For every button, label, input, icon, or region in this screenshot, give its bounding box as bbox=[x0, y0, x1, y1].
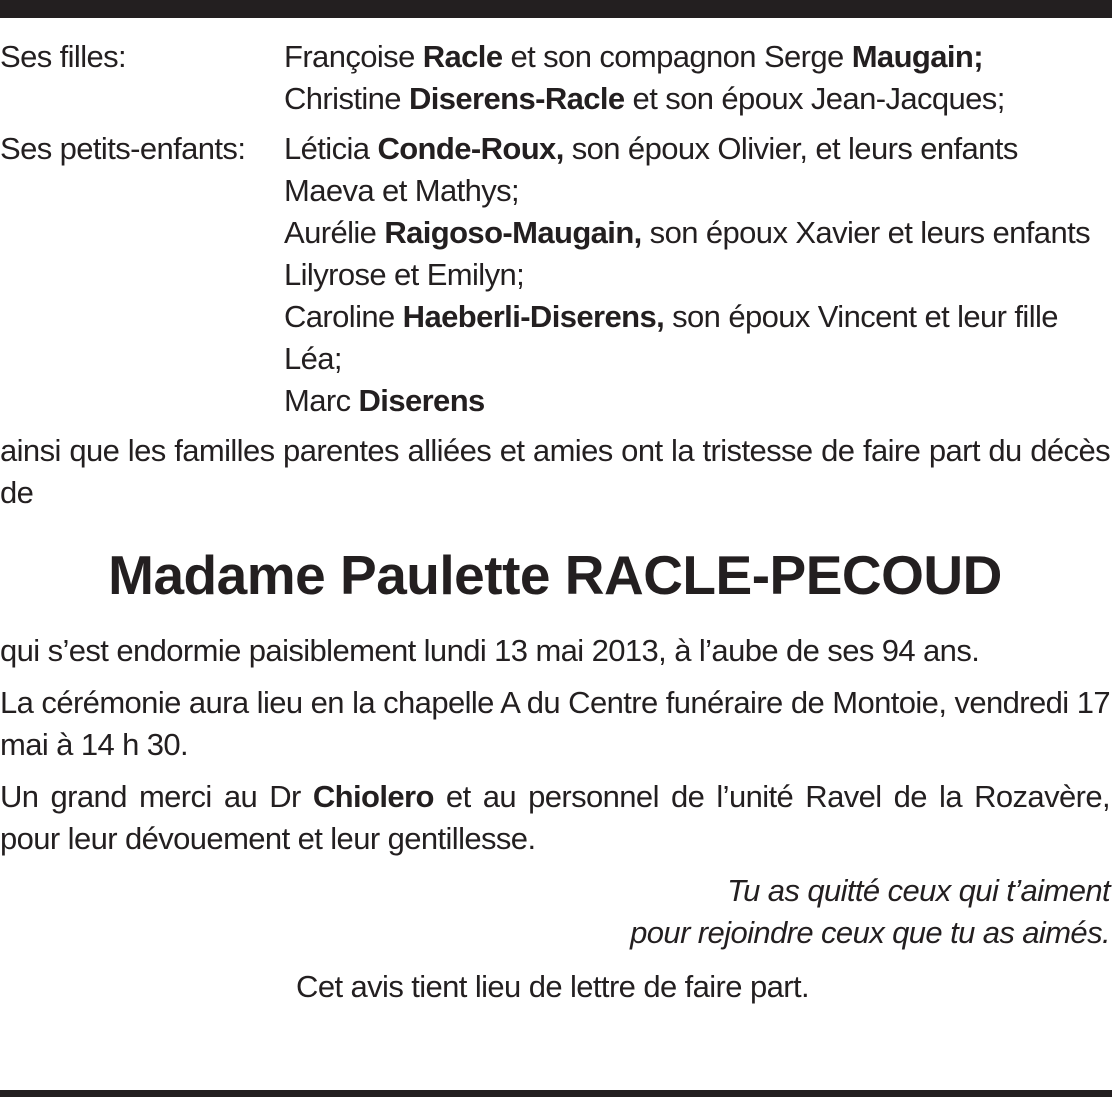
list-item: Caroline Haeberli-Diserens, son époux Vincent et leur fille Léa; bbox=[284, 299, 1058, 376]
deceased-name: Madame Paulette RACLE-PECOUD bbox=[108, 544, 1002, 606]
family-name: Haeberli-Diserens, bbox=[402, 299, 665, 334]
family-name: Raigoso-Maugain, bbox=[384, 215, 642, 250]
list-item: Marc Diserens bbox=[284, 383, 485, 418]
doctor-name: Chiolero bbox=[312, 779, 434, 814]
family-name: Conde-Roux, bbox=[377, 131, 564, 166]
epitaph bbox=[0, 870, 1110, 954]
obituary-notice bbox=[0, 36, 1110, 1008]
family-name: Maugain; bbox=[851, 39, 983, 74]
grandchildren-label: Ses petits-enfants: bbox=[0, 131, 246, 166]
list-item: Christine Diserens-Racle et son époux Jean-Jacques; bbox=[284, 81, 1005, 116]
family-name: Diserens bbox=[358, 383, 485, 418]
family-name: Diserens-Racle bbox=[408, 81, 625, 116]
top-rule bbox=[0, 0, 1112, 18]
daughters-section bbox=[0, 36, 1110, 120]
grandchildren-section bbox=[0, 128, 1110, 422]
thanks-text: Un grand merci au Dr Chiolero et au personnel de l’unité Ravel de la Rozavère, pour leur dévouement et leur gentillesse. bbox=[0, 779, 1110, 856]
closing-note: Cet avis tient lieu de lettre de faire part. bbox=[296, 969, 809, 1004]
family-name: Racle bbox=[422, 39, 503, 74]
bottom-rule bbox=[0, 1090, 1112, 1097]
list-item: Léticia Conde-Roux, son époux Olivier, et leurs enfants Maeva et Mathys; bbox=[284, 131, 1018, 208]
daughters-label: Ses filles: bbox=[0, 39, 127, 74]
announcement-text: ainsi que les familles parentes alliées et amies ont la tristesse de faire part du décès de bbox=[0, 433, 1110, 510]
list-item: Françoise Racle et son compagnon Serge Maugain; bbox=[284, 39, 983, 74]
passing-text: qui s’est endormie paisiblement lundi 13 mai 2013, à l’aube de ses 94 ans. bbox=[0, 633, 980, 668]
epitaph-line: pour rejoindre ceux que tu as aimés. bbox=[630, 915, 1110, 950]
epitaph-line: Tu as quitté ceux qui t’aiment bbox=[727, 873, 1110, 908]
daughters-list bbox=[284, 36, 1110, 120]
ceremony-text: La cérémonie aura lieu en la chapelle A du Centre funéraire de Montoie, vendredi 17 mai à 14 h 30. bbox=[0, 685, 1110, 762]
grandchildren-list bbox=[284, 128, 1110, 422]
list-item: Aurélie Raigoso-Maugain, son époux Xavier et leurs enfants Lilyrose et Emilyn; bbox=[284, 215, 1090, 292]
